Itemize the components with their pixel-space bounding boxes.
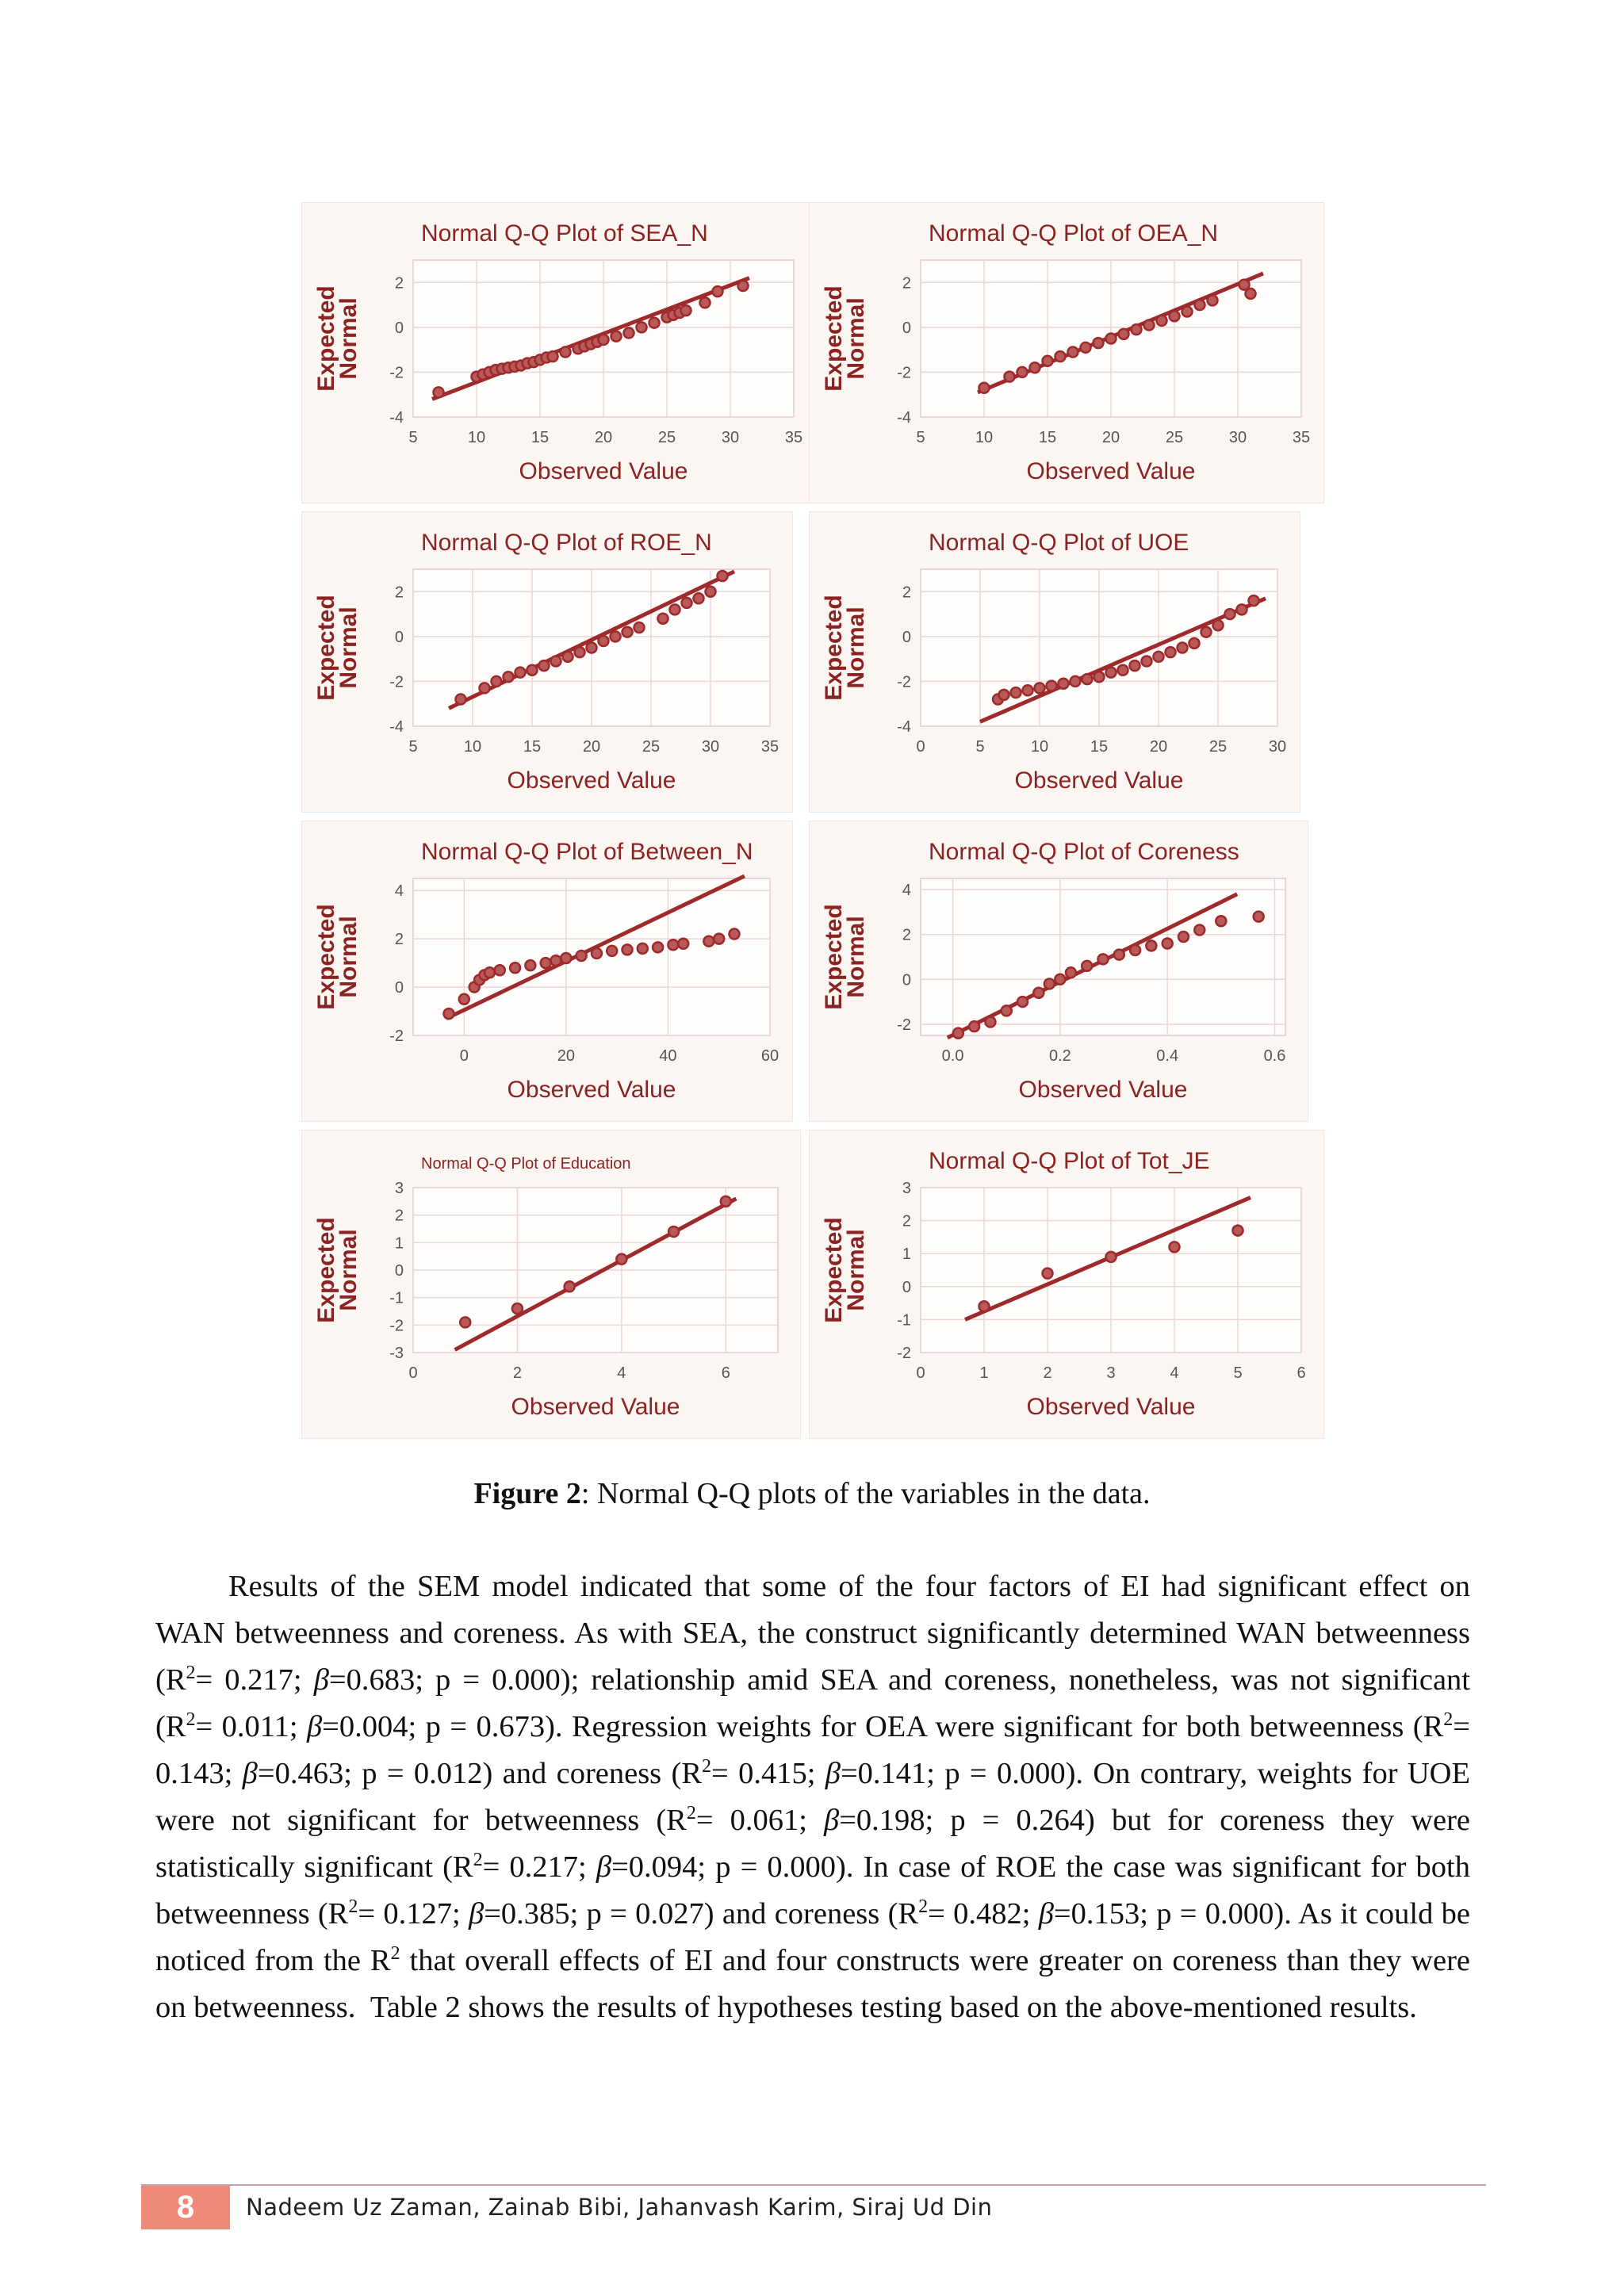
data-point <box>459 994 469 1004</box>
data-point <box>510 962 520 973</box>
data-point <box>681 305 691 316</box>
data-point <box>1132 324 1142 335</box>
data-point <box>495 965 505 975</box>
data-point <box>492 676 502 687</box>
y-tick-label: -2 <box>389 1317 404 1335</box>
data-point <box>480 683 490 693</box>
y-tick-label: -4 <box>897 409 911 427</box>
plot-title: Normal Q-Q Plot of UOE <box>929 530 1189 556</box>
x-tick-label: 10 <box>975 429 994 446</box>
y-tick-label: 0 <box>394 979 404 997</box>
data-point <box>1216 916 1226 926</box>
plot-title: Normal Q-Q Plot of Between_N <box>421 839 753 865</box>
data-point <box>1035 683 1045 693</box>
data-point <box>1043 356 1053 366</box>
data-point <box>1081 342 1091 353</box>
data-point <box>1030 362 1040 373</box>
y-tick-label: 0 <box>902 319 911 337</box>
y-tick-label: -4 <box>389 718 404 736</box>
data-point <box>694 593 704 603</box>
caption-label: Figure 2 <box>473 1477 581 1510</box>
data-point <box>1119 329 1129 339</box>
x-tick-label: 0 <box>916 738 925 756</box>
qq-plot-panel-1 <box>301 202 817 503</box>
data-point <box>1146 940 1156 951</box>
data-point <box>1043 1269 1053 1279</box>
data-point <box>1023 685 1033 695</box>
data-point <box>611 331 622 342</box>
y-tick-label: 4 <box>394 882 404 901</box>
data-point <box>658 614 668 624</box>
x-tick-label: 60 <box>760 1047 779 1065</box>
data-point <box>527 665 538 675</box>
data-point <box>1162 939 1173 949</box>
y-tick-label: 2 <box>394 931 404 949</box>
data-point <box>456 695 466 705</box>
data-point <box>1098 954 1109 964</box>
y-axis-label-line2: Normal <box>843 916 869 998</box>
caption-text: : Normal Q-Q plots of the variables in the data. <box>580 1477 1151 1510</box>
x-tick-label: 15 <box>530 429 550 446</box>
y-tick-label: 0 <box>394 319 404 337</box>
x-tick-label: 30 <box>1268 738 1287 756</box>
x-tick-label: 35 <box>760 738 779 756</box>
y-tick-label: 2 <box>394 1207 404 1225</box>
x-tick-label: 30 <box>721 429 740 446</box>
x-axis-label: Observed Value <box>511 1394 680 1420</box>
x-tick-label: 0 <box>459 1047 469 1065</box>
y-tick-label: 1 <box>902 1246 911 1264</box>
data-point <box>1094 338 1104 348</box>
qq-plot-svg <box>810 512 1301 813</box>
plot-title: Normal Q-Q Plot of Education <box>421 1155 631 1173</box>
data-point <box>1106 1252 1116 1262</box>
x-tick-label: 20 <box>582 738 601 756</box>
x-tick-label: 6 <box>721 1364 730 1382</box>
data-point <box>1059 679 1069 689</box>
x-axis-label: Observed Value <box>507 1077 676 1103</box>
data-point <box>1154 652 1164 662</box>
x-tick-label: 5 <box>1233 1364 1243 1382</box>
y-axis-label <box>821 1217 869 1322</box>
qq-plot-svg <box>810 1131 1325 1440</box>
data-point <box>1017 997 1028 1007</box>
x-tick-label: 20 <box>594 429 613 446</box>
data-point <box>1170 311 1180 321</box>
data-point <box>616 1254 626 1265</box>
data-point <box>1106 334 1116 344</box>
y-axis-label <box>313 285 362 391</box>
data-point <box>1055 974 1065 985</box>
data-point <box>1033 988 1044 998</box>
y-tick-label: 1 <box>394 1234 404 1253</box>
data-point <box>1178 643 1188 653</box>
data-point <box>979 383 990 393</box>
x-tick-label: 2 <box>512 1364 522 1382</box>
data-point <box>634 622 645 633</box>
y-tick-label: -2 <box>897 673 911 691</box>
x-tick-label: 0.0 <box>941 1047 964 1065</box>
data-point <box>1068 346 1078 357</box>
data-point <box>504 672 514 682</box>
y-tick-label: -2 <box>389 673 404 691</box>
data-point <box>592 948 602 959</box>
data-point <box>1130 945 1140 955</box>
y-tick-label: 2 <box>394 274 404 293</box>
y-axis-label-line2: Normal <box>335 297 362 380</box>
data-point <box>1246 289 1256 299</box>
qq-plot-svg <box>302 512 794 813</box>
data-point <box>1178 932 1189 942</box>
plot-title: Normal Q-Q Plot of Coreness <box>929 839 1239 865</box>
data-point <box>1194 925 1205 936</box>
plot-title: Normal Q-Q Plot of Tot_JE <box>929 1148 1210 1174</box>
x-tick-label: 15 <box>523 738 542 756</box>
y-tick-label: -2 <box>389 1027 404 1045</box>
data-point <box>563 652 573 662</box>
data-point <box>565 1281 575 1292</box>
data-point <box>1157 316 1167 326</box>
qq-plot-svg <box>302 203 818 504</box>
plot-title: Normal Q-Q Plot of SEA_N <box>421 220 708 247</box>
data-point <box>979 1301 990 1311</box>
data-point <box>668 1226 679 1237</box>
y-tick-label: -3 <box>389 1345 404 1362</box>
y-axis-label-line2: Normal <box>843 607 869 689</box>
qq-plot-panel-2 <box>809 202 1324 503</box>
data-point <box>1071 676 1081 687</box>
data-point <box>638 943 648 954</box>
y-tick-label: -1 <box>389 1289 404 1307</box>
x-tick-label: 0 <box>408 1364 418 1382</box>
data-point <box>575 647 585 657</box>
x-tick-label: 25 <box>1208 738 1228 756</box>
data-point <box>1002 1005 1012 1016</box>
y-tick-label: 2 <box>902 926 911 944</box>
x-tick-label: 20 <box>557 1047 575 1065</box>
x-tick-label: 5 <box>408 738 418 756</box>
plot-title: Normal Q-Q Plot of OEA_N <box>929 220 1219 247</box>
data-point <box>668 939 678 950</box>
qq-plot-panel-4 <box>809 511 1300 813</box>
data-point <box>1066 967 1076 978</box>
y-tick-label: 3 <box>902 1180 911 1197</box>
x-tick-label: 20 <box>1101 429 1120 446</box>
y-tick-label: 3 <box>394 1180 404 1197</box>
qq-plot-svg <box>302 821 794 1123</box>
data-point <box>512 1303 523 1314</box>
data-point <box>541 958 551 968</box>
x-tick-label: 0 <box>916 1364 925 1382</box>
y-tick-label: 0 <box>902 1278 911 1296</box>
y-axis-label-line1: Expected <box>313 1217 339 1323</box>
page-number: 8 <box>141 2186 230 2229</box>
x-tick-label: 10 <box>1030 738 1049 756</box>
x-axis-label: Observed Value <box>1018 1077 1188 1103</box>
data-point <box>1249 595 1259 606</box>
x-tick-label: 6 <box>1297 1364 1306 1382</box>
y-axis-label-line2: Normal <box>843 1229 869 1311</box>
x-axis-label: Observed Value <box>519 458 688 484</box>
data-point <box>1017 367 1028 377</box>
data-point <box>599 636 609 646</box>
data-point <box>587 643 597 653</box>
qq-plot-svg <box>810 203 1325 504</box>
data-point <box>713 286 723 297</box>
body-paragraph <box>155 1563 1470 2031</box>
x-tick-label: 2 <box>1043 1364 1052 1382</box>
x-tick-label: 35 <box>784 429 803 446</box>
data-point <box>561 346 571 357</box>
x-tick-label: 5 <box>408 429 418 446</box>
data-point <box>1011 687 1021 698</box>
x-tick-label: 30 <box>1228 429 1247 446</box>
y-axis-label-line2: Normal <box>335 1229 362 1311</box>
data-point <box>1166 647 1176 657</box>
x-tick-label: 0.6 <box>1263 1047 1286 1065</box>
page-footer <box>141 2184 1486 2229</box>
y-tick-label: -4 <box>897 718 911 736</box>
y-axis-label <box>313 904 362 1009</box>
data-point <box>1237 604 1247 614</box>
qq-plot-svg <box>810 821 1309 1123</box>
y-tick-label: 2 <box>902 584 911 602</box>
data-point <box>1047 681 1057 691</box>
x-tick-label: 40 <box>659 1047 677 1065</box>
y-tick-label: 2 <box>902 274 911 293</box>
data-point <box>1201 627 1212 637</box>
x-tick-label: 25 <box>1165 429 1184 446</box>
x-tick-label: 0.4 <box>1156 1047 1179 1065</box>
y-axis-label <box>821 285 869 391</box>
y-tick-label: -2 <box>897 364 911 382</box>
data-point <box>1144 320 1155 331</box>
data-point <box>1208 295 1218 305</box>
x-tick-label: 35 <box>1292 429 1311 446</box>
data-point <box>622 627 633 637</box>
qq-plot-svg <box>302 1131 802 1440</box>
y-tick-label: 4 <box>902 882 911 900</box>
y-axis-label <box>313 595 362 700</box>
data-point <box>1055 351 1066 362</box>
figure-qq-plots <box>301 202 1324 1447</box>
data-point <box>1082 961 1092 971</box>
data-point <box>460 1317 470 1327</box>
data-point <box>718 571 728 581</box>
data-point <box>1254 912 1264 922</box>
x-tick-label: 0.2 <box>1048 1047 1071 1065</box>
figure-caption <box>0 1476 1624 1511</box>
data-point <box>738 281 749 291</box>
y-axis-label-line1: Expected <box>821 904 847 1010</box>
data-point <box>670 604 680 614</box>
y-axis-label-line2: Normal <box>335 916 362 998</box>
y-tick-label: -2 <box>897 1016 911 1034</box>
y-axis-label <box>313 1217 362 1322</box>
plot-title: Normal Q-Q Plot of ROE_N <box>421 530 712 556</box>
paragraph-results: Results of the SEM model indicated that some of the four factors of EI had significant effect on WAN betweenness and coreness. As with SEA, the construct significantly determined WAN betweenness ($R^2= 0.217$; β=0.683; p = 0.000); relationship amid SEA and coreness, nonetheless, was not significant ($R^2= 0.011$; β=0.004; p = 0.673). Regression weights for OEA were significant for both betweenness ($R^2= 0.143$; β=0.463; p = 0.012) and coreness ($R^2= 0.415$; β=0.141; p = 0.000). On contrary, weights for UOE were not significant for betweenness ($R^2= 0.061$; β=0.198; p = 0.264) but for coreness they were statistically significant ($R^2= 0.217$; β=0.094; p = 0.000). In case of ROE the case was significant for both betweenness ($R^2= 0.127$; β=0.385; p = 0.027) and coreness ($R^2= 0.482$; β=0.153; p = 0.000). As it could be noticed from the $R^2$ that overall effects of EI and four constructs were greater on coreness than they were on betweenness. Table 2 shows the results of hypotheses testing based on the above-mentioned results. <box>155 1570 1470 2024</box>
data-point <box>700 297 710 308</box>
data-point <box>1189 638 1200 649</box>
data-point <box>1182 307 1193 317</box>
y-axis-label-line1: Expected <box>821 285 847 392</box>
y-axis-label-line1: Expected <box>313 904 339 1010</box>
data-point <box>525 960 535 970</box>
x-tick-label: 10 <box>463 738 482 756</box>
y-axis-label-line2: Normal <box>843 297 869 380</box>
data-point <box>721 1196 731 1207</box>
x-tick-label: 25 <box>657 429 676 446</box>
data-point <box>1005 372 1015 382</box>
data-point <box>706 587 716 597</box>
data-point <box>548 351 558 362</box>
data-point <box>561 953 571 963</box>
data-point <box>485 967 495 978</box>
y-tick-label: 0 <box>394 1262 404 1280</box>
y-axis-label <box>821 595 869 700</box>
qq-plot-panel-7 <box>301 1130 801 1439</box>
x-tick-label: 20 <box>1149 738 1168 756</box>
x-tick-label: 5 <box>916 429 925 446</box>
data-point <box>444 1008 454 1019</box>
data-point <box>653 942 663 952</box>
data-point <box>1195 300 1205 310</box>
x-axis-label: Observed Value <box>507 767 676 794</box>
x-axis-label: Observed Value <box>1026 458 1196 484</box>
y-tick-label: 2 <box>394 584 404 602</box>
x-axis-label: Observed Value <box>1014 767 1184 794</box>
data-point <box>539 660 550 671</box>
y-tick-label: 0 <box>902 971 911 989</box>
data-point <box>678 939 688 949</box>
qq-plot-panel-8 <box>809 1130 1324 1439</box>
qq-plot-panel-3 <box>301 511 793 813</box>
data-point <box>682 598 692 608</box>
data-point <box>985 1017 995 1027</box>
data-point <box>515 668 526 678</box>
x-tick-label: 4 <box>617 1364 626 1382</box>
x-tick-label: 10 <box>467 429 486 446</box>
data-point <box>1044 978 1055 989</box>
data-point <box>599 335 609 345</box>
y-tick-label: 2 <box>902 1212 911 1230</box>
data-point <box>576 951 587 961</box>
y-axis-label-line1: Expected <box>821 1217 847 1323</box>
y-tick-label: -1 <box>897 1311 911 1330</box>
data-point <box>1225 609 1235 619</box>
data-point <box>1082 674 1093 684</box>
x-tick-label: 5 <box>975 738 985 756</box>
data-point <box>624 327 634 338</box>
data-point <box>607 946 617 956</box>
data-point <box>434 387 444 397</box>
y-axis-label-line2: Normal <box>335 607 362 689</box>
data-point <box>969 1021 979 1031</box>
qq-plot-panel-6 <box>809 821 1308 1122</box>
y-axis-label-line1: Expected <box>313 595 339 701</box>
data-point <box>1142 656 1152 666</box>
x-tick-label: 30 <box>701 738 720 756</box>
data-point <box>611 631 621 641</box>
x-axis-label: Observed Value <box>1026 1394 1196 1420</box>
y-axis-label-line1: Expected <box>313 285 339 392</box>
data-point <box>551 955 561 966</box>
data-point <box>1233 1226 1243 1236</box>
data-point <box>1094 672 1105 682</box>
x-tick-label: 3 <box>1106 1364 1116 1382</box>
data-point <box>730 929 740 939</box>
x-tick-label: 1 <box>979 1364 989 1382</box>
data-point <box>703 936 714 947</box>
y-tick-label: -2 <box>389 364 404 382</box>
data-point <box>1118 665 1128 675</box>
y-tick-label: 0 <box>902 628 911 646</box>
data-point <box>551 656 561 666</box>
data-point <box>649 318 660 328</box>
data-point <box>1130 660 1140 671</box>
footer-authors: Nadeem Uz Zaman, Zainab Bibi, Jahanvash Karim, Siraj Ud Din <box>246 2194 993 2221</box>
data-point <box>953 1028 963 1039</box>
x-tick-label: 15 <box>1090 738 1109 756</box>
y-tick-label: -2 <box>897 1345 911 1362</box>
data-point <box>1114 950 1124 960</box>
x-tick-label: 15 <box>1038 429 1057 446</box>
data-point <box>1170 1242 1180 1252</box>
plot-area <box>413 878 770 1035</box>
data-point <box>1213 620 1224 630</box>
x-tick-label: 4 <box>1170 1364 1179 1382</box>
qq-plot-panel-5 <box>301 821 793 1122</box>
x-tick-label: 25 <box>642 738 661 756</box>
y-axis-label-line1: Expected <box>821 595 847 701</box>
y-axis-label <box>821 904 869 1009</box>
y-tick-label: -4 <box>389 409 404 427</box>
y-tick-label: 0 <box>394 628 404 646</box>
data-point <box>999 690 1009 700</box>
data-point <box>714 934 724 944</box>
data-point <box>622 944 633 955</box>
data-point <box>637 322 647 332</box>
data-point <box>1106 668 1116 678</box>
